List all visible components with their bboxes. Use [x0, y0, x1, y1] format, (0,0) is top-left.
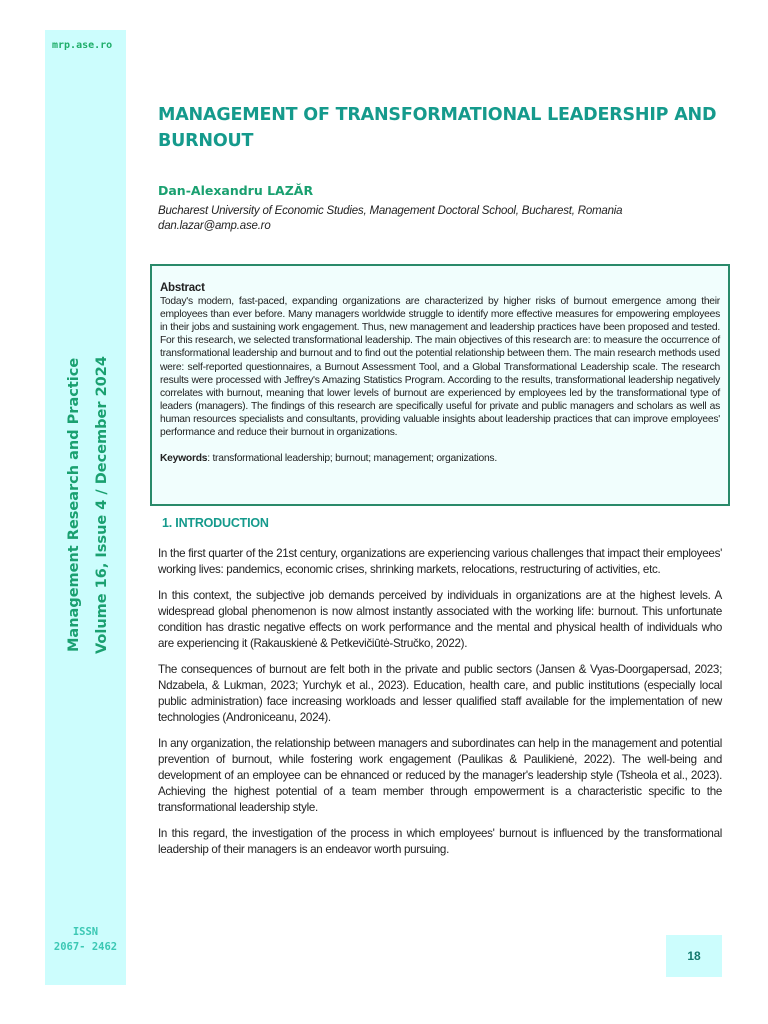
paragraph: In this context, the subjective job demands perceived by individuals in organizations are at the highest levels. A widespread global phenomenon is now almost instantly associated with the working life: burnout. This unfortunate condition has drastic negative effects on work performance and the mental and physical health of individuals who are experiencing it (Rakauskienė & Petkevičiūtė-Stručko, 2022).: [158, 589, 722, 650]
keywords-text: : transformational leadership; burnout; management; organizations.: [207, 453, 497, 465]
journal-name: Management Research and Practice: [66, 357, 82, 653]
issn-label: ISSN: [72, 926, 99, 938]
journal-info-vertical: [60, 350, 116, 660]
keywords: [160, 452, 720, 465]
paragraph: The consequences of burnout are felt both in the private and public sectors (Jansen & Vyas-Doorgapersad, 2023; Ndzabela, & Lukman, 2023; Yurchyk et al., 2023). Education, health care, and public institutions (especially local public administration) face increasing workloads and lesser qualified staff available for the implementation of new technologies (Androniceanu, 2024).: [158, 663, 722, 724]
author-affiliation: Bucharest University of Economic Studies, Management Doctoral School, Bucharest, Romania: [158, 205, 623, 217]
paragraph: In any organization, the relationship between managers and subordinates can help in the management and potential prevention of burnout, while fostering work engagement (Paulikas & Paulikienė, 2022). The well-being and development of an employee can be ehnanced or reduced by the manager's leadership style (Tsheola et al., 2023). Achieving the highest potential of a team member through empowerment is a characteristic specific to the transformational leadership style.: [158, 737, 722, 814]
author-name: Dan-Alexandru LAZĂR: [158, 183, 314, 198]
body-text: [158, 546, 722, 868]
author-email: dan.lazar@amp.ase.ro: [158, 220, 271, 232]
paragraph: In this regard, the investigation of the process in which employees' burnout is influenced by the transformational leadership of their managers is an endeavor worth pursuing.: [158, 827, 722, 856]
journal-website: mrp.ase.ro: [52, 40, 113, 51]
issn-block: [45, 925, 126, 955]
author-affiliation-block: [158, 204, 622, 234]
article-title: MANAGEMENT OF TRANSFORMATIONAL LEADERSHIP AND BURNOUT: [158, 105, 717, 151]
journal-issue: Volume 16, Issue 4 / December 2024: [94, 356, 110, 654]
abstract-text: Today's modern, fast-paced, expanding organizations are characterized by higher risks of burnout emergence among their employees than ever before. Many managers worldwide struggle to identify more effective measures for empowering employees in their jobs and sustaining work engagement. Thus, new management and leadership practices have been proposed and tested. For this research, we selected transformational leadership. The main objectives of this research are: to measure the occurrence of transformational leadership and burnout and to find out the potential relationship between them. The main research methods used were: self-reported questionnaires, a Burnout Assessment Tool, and a Global Transformational Leadership scale. The research results were processed with Jeffrey's Amazing Statistics Program. According to the results, transformational leadership negatively correlates with burnout, meaning that lower levels of burnout are experienced by employees led by the transformational type of leaders (managers). The findings of this research are specifically useful for private and public managers and scholars as well as human resources specialists and consultants, providing valuable insights about leadership practices that can improve employees' performance and reduce their burnout in organizations.: [160, 296, 720, 439]
abstract-box: [150, 264, 730, 506]
abstract-heading: Abstract: [160, 282, 205, 294]
issn-number: 2067- 2462: [53, 941, 118, 953]
page-number: 18: [666, 935, 722, 977]
keywords-label: Keywords: [160, 453, 208, 465]
paragraph: In the first quarter of the 21st century, organizations are experiencing various challenges that impact their employees' working lives: pandemics, economic crises, shrinking markets, relocations, restructuring of activities, etc.: [158, 547, 722, 576]
section-heading: 1. INTRODUCTION: [162, 516, 269, 530]
